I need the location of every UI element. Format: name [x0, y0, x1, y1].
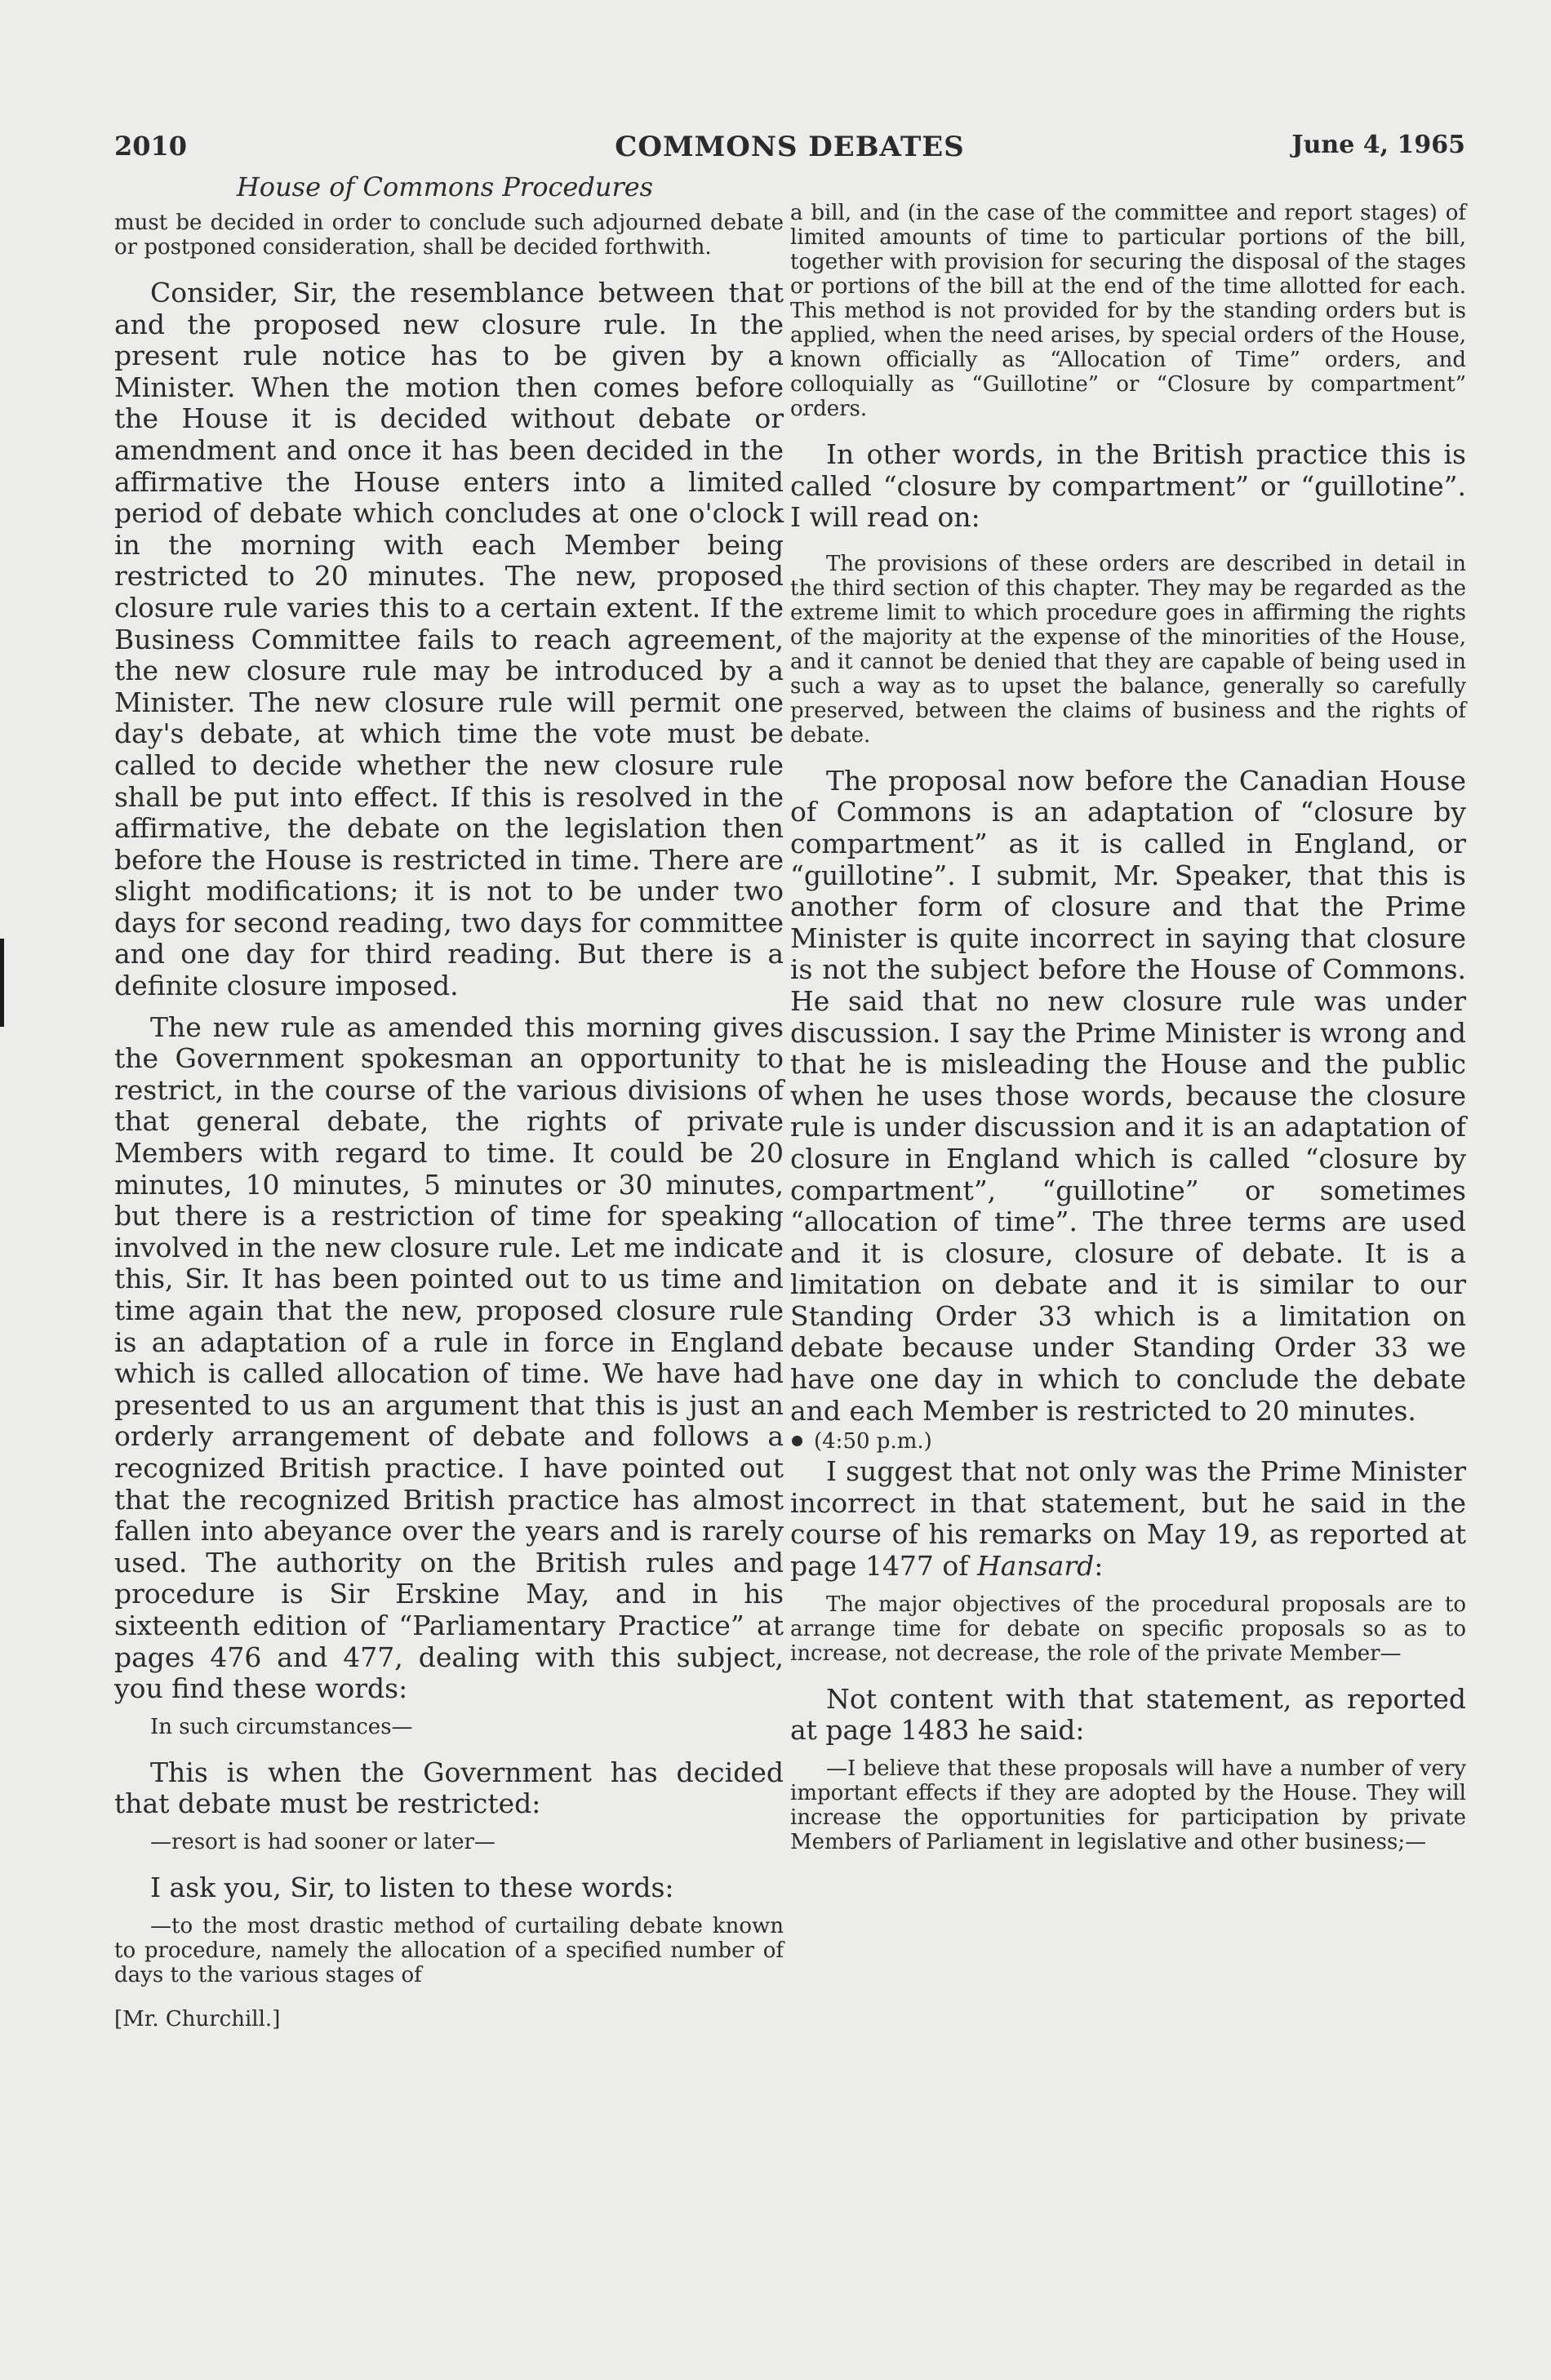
- left-column: [114, 211, 784, 2033]
- left-paragraph-2: The new rule as amended this morning gives the Government spokesman an opportunity to restrict, in the course of the various divisions of that general debate, the rights of private Members with regard to time. It could be 20 minutes, 10 minutes, 5 minutes or 30 minutes, but there is a restriction of time for speaking involved in the new closure rule. Let me indicate this, Sir. It has been pointed out to us time and time again that the new, proposed closure rule is an adaptation of a rule in force in England which is called allocation of time. We have had presented to us an argument that this is just an orderly arrangement of debate and follows a recognized British practice. I have pointed out that the recognized British practice has almost fallen into abeyance over the years and is rarely used. The authority on the British rules and procedure is Sir Erskine May, and in his sixteenth edition of “Parliamentary Practice” at pages 476 and 477, dealing with this subject, you find these words:: [114, 1010, 784, 1705]
- left-paragraph-3: This is when the Government has decided that debate must be restricted:: [114, 1756, 784, 1820]
- right-paragraph-2: The proposal now before the Canadian House of Commons is an adaptation of “closure by compartment” as it is called in England, or “guillotine”. I submit, Mr. Speaker, that this is another form of closure and that the Prime Minister is quite incorrect in saying that closure is not the subject before the House of Commons. He said that no new closure rule was under discussion. I say the Prime Minister is wrong and that he is misleading the House and the public when he uses those words, because the closure rule is under discussion and it is an adaptation of closure in England which is called “closure by compartment”, “guillotine” or sometimes “allocation of time”. The three terms are used and it is closure, closure of debate. It is a limitation on debate and it is similar to our Standing Order 33 which is a limitation on debate because under Standing Order 33 we have one day in which to conclude the debate and each Member is restricted to 20 minutes.: [790, 764, 1466, 1427]
- left-paragraph-1: Consider, Sir, the resemblance between that and the proposed new closure rule. In the present rule notice has to be given by a Minister. When the motion then comes before the House it is decided without debate or amendment and once it has been decided in the affirmative the House enters into a limited period of debate which concludes at one o'clock in the morning with each Member being restricted to 20 minutes. The new, proposed closure rule varies this to a certain extent. If the Business Committee fails to reach agreement, the new closure rule may be introduced by a Minister. The new closure rule will permit one day's debate, at which time the vote must be called to decide whether the new closure rule shall be put into effect. If this is resolved in the affirmative, the debate on the legislation then before the House is restricted in time. There are slight modifications; it is not to be under two days for second reading, two days for committee and one day for third reading. But there is a definite closure imposed.: [114, 277, 784, 1002]
- hansard-title: Hansard: [977, 1550, 1095, 1583]
- page-date: June 4, 1965: [1291, 131, 1465, 159]
- left-paragraph-4: I ask you, Sir, to listen to these words:: [150, 1871, 674, 1903]
- left-quote-2: In such circumstances—: [150, 1714, 413, 1739]
- right-quote-3: The major objectives of the procedural proposals are to arrange time for debate on specific proposals so as to increase, not decrease, the role of the private Member—: [790, 1592, 1466, 1666]
- left-quote-4: —to the most drastic method of curtailing debate known to procedure, namely the allocation of a specified number of days to the various stages of: [114, 1913, 784, 1987]
- time-stamp-text: (4:50 p.m.): [814, 1429, 932, 1454]
- speaker-note: [Mr. Churchill.]: [114, 2006, 281, 2031]
- page-number: 2010: [114, 131, 188, 162]
- time-stamp: [790, 1427, 1466, 1456]
- right-paragraph-3-end: :: [1094, 1550, 1104, 1583]
- bullet-icon: [792, 1436, 802, 1446]
- page-header: [114, 131, 1465, 170]
- section-subhead: House of Commons Procedures: [236, 171, 654, 202]
- right-quote-2: The provisions of these orders are described in detail in the third section of this chapter. They may be regarded as the extreme limit to which procedure goes in affirming the rights of the majority at the expense of the minorities of the House, and it cannot be denied that they are capable of being used in such a way as to upset the balance, generally so carefully preserved, between the claims of business and the rights of debate.: [790, 551, 1466, 748]
- right-quote-4: —I believe that these proposals will have a number of very important effects if they are adopted by the House. They will increase the opportunities for participation by private Members of Parliament in legislative and other business;—: [790, 1756, 1466, 1854]
- left-quote-1: must be decided in order to conclude such adjourned debate or postponed consideration, shall be decided forthwith.: [114, 211, 784, 260]
- left-quote-3: —resort is had sooner or later—: [150, 1829, 496, 1854]
- running-title: COMMONS DEBATES: [615, 131, 965, 163]
- right-quote-1: a bill, and (in the case of the committee and report stages) of limited amounts of time to particular portions of the bill, together with provision for securing the disposal of the stages or portions of the bill at the end of the time allotted for each. This method is not provided for by the standing orders but is applied, when the need arises, by special orders of the House, known officially as “Allocation of Time” orders, and colloquially as “Guillotine” or “Closure by compartment” orders.: [790, 201, 1466, 421]
- right-paragraph-4: Not content with that statement, as reported at page 1483 he said:: [790, 1682, 1466, 1747]
- right-paragraph-1: In other words, in the British practice this is called “closure by compartment” or “guillotine”. I will read on:: [790, 438, 1466, 534]
- scan-margin-mark: [0, 939, 4, 1027]
- right-paragraph-3: [790, 1456, 1466, 1582]
- right-column: [790, 201, 1466, 1854]
- right-paragraph-3-text: I suggest that not only was the Prime Minister incorrect in that statement, but he said in the course of his remarks on May 19, as reported at page 1477 of: [790, 1455, 1466, 1583]
